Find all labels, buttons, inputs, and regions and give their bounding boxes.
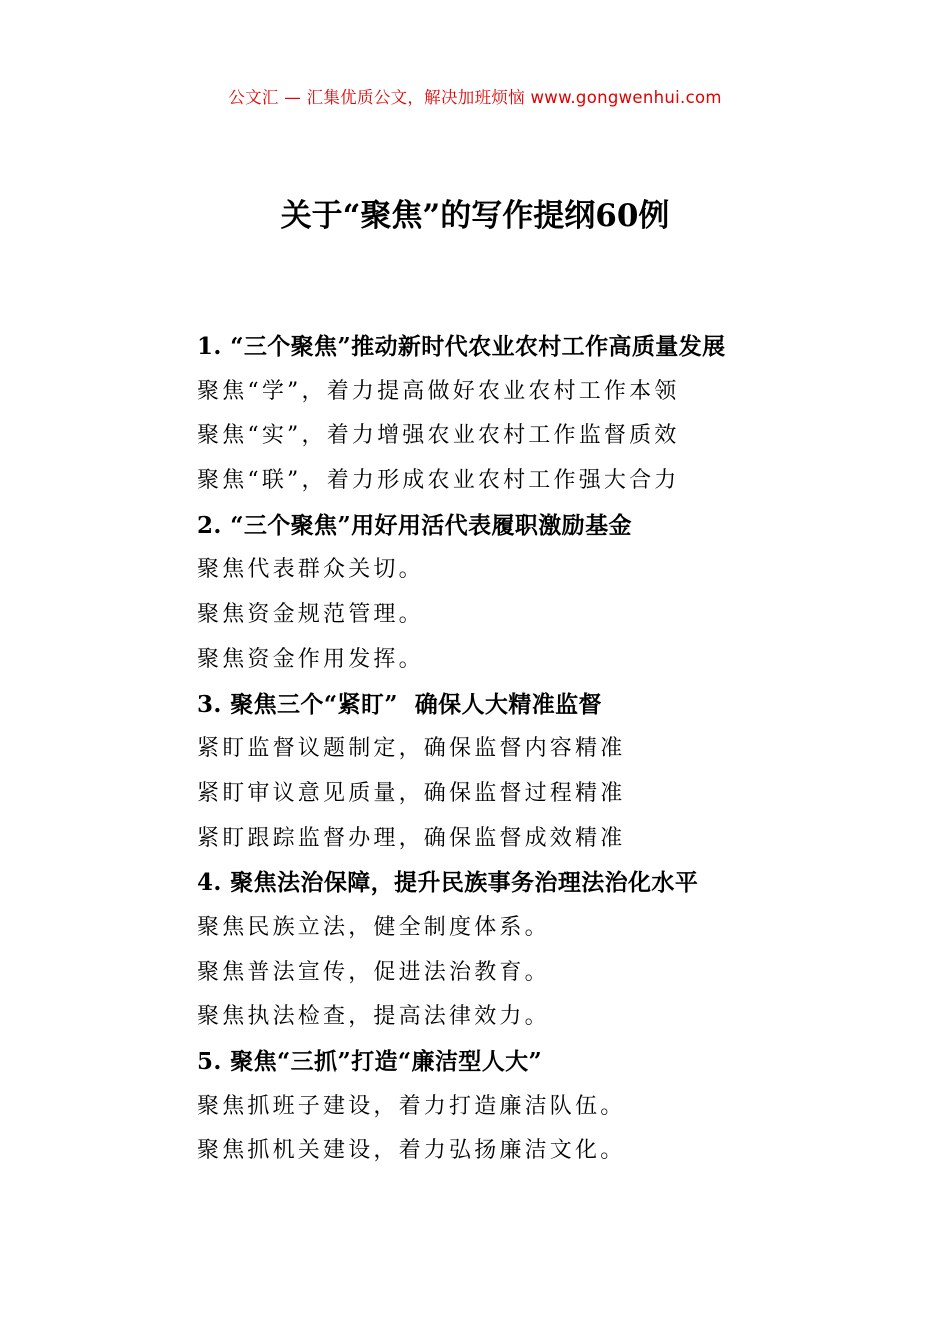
section-item: 聚焦资金规范管理。 — [197, 602, 424, 628]
section-item: 聚焦代表群众关切。 — [197, 557, 424, 583]
section-item: 聚焦“学”，着力提高做好农业农村工作本领 — [197, 378, 680, 404]
document-body — [197, 325, 897, 1174]
section-heading: 4. 聚焦法治保障，提升民族事务治理法治化水平 — [197, 869, 699, 897]
section-item: 聚焦抓机关建设，着力弘扬廉洁文化。 — [197, 1138, 626, 1164]
section-heading: 3. 聚焦三个“紧盯” 确保人大精准监督 — [197, 690, 602, 718]
watermark-header: 公文汇 — 汇集优质公文，解决加班烦恼 www.gongwenhui.com — [228, 88, 722, 107]
section-heading: 2. “三个聚焦”用好用活代表履职激励基金 — [197, 511, 632, 539]
section-item: 紧盯审议意见质量，确保监督过程精准 — [197, 780, 626, 806]
section-item: 聚焦“联”，着力形成农业农村工作强大合力 — [197, 468, 680, 494]
section-heading: 1. “三个聚焦”推动新时代农业农村工作高质量发展 — [197, 333, 726, 360]
document-title: 关于“聚焦”的写作提纲60例 — [280, 198, 670, 234]
section-item: 聚焦抓班子建设，着力打造廉洁队伍。 — [197, 1093, 626, 1119]
section-item: 聚焦执法检查，提高法律效力。 — [197, 1004, 550, 1030]
section-item: 聚焦资金作用发挥。 — [197, 646, 424, 672]
section-item: 聚焦“实”，着力增强农业农村工作监督质效 — [197, 423, 680, 449]
section-item: 聚焦民族立法，健全制度体系。 — [197, 914, 550, 940]
section-item: 紧盯监督议题制定，确保监督内容精准 — [197, 736, 626, 762]
section-heading: 5. 聚焦“三抓”打造“廉洁型人大” — [197, 1048, 543, 1075]
section-item: 紧盯跟踪监督办理，确保监督成效精准 — [197, 825, 626, 851]
section-item: 聚焦普法宣传，促进法治教育。 — [197, 959, 550, 985]
